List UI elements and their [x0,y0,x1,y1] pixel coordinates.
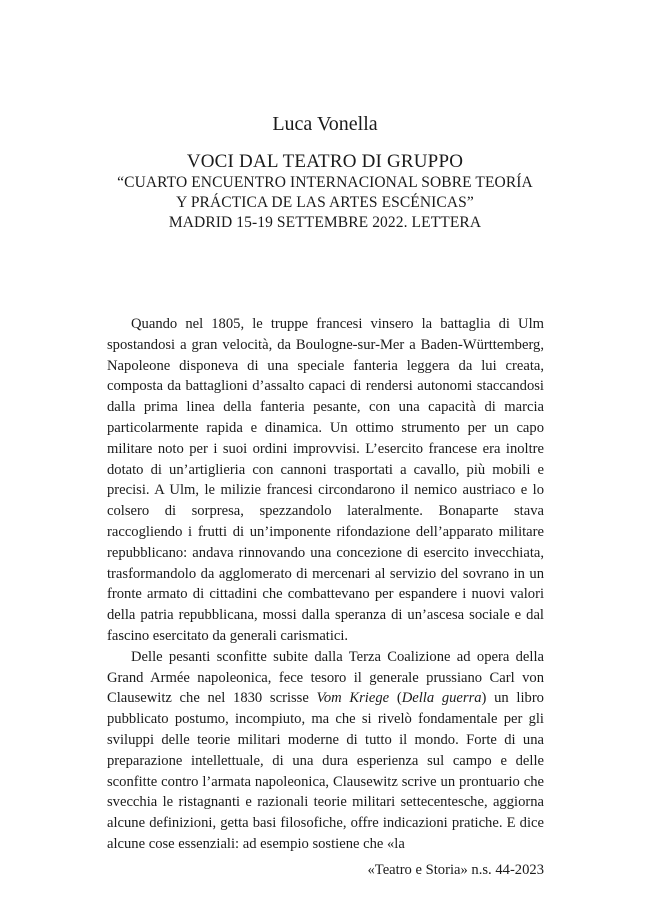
article-title: VOCI DAL TEATRO DI GRUPPO [186,151,464,172]
journal-footer: «Teatro e Storia» n.s. 44-2023 [367,862,544,878]
book-title-german: Vom Kriege [316,690,390,707]
paragraph-2-text-a: Delle pesanti sconfitte subite dalla Terza Coalizione ad opera della Grand Armée napoleonica, fece tesoro il generale prussiano Carl von Clausewitz che nel 1830 scrisse [107,648,544,707]
article-body [107,314,544,855]
paragraph-2-text-c: ) un libro pubblicato postumo, incompiuto, ma che si rivelò fondamentale per gli sviluppi delle teorie militari moderne di tutto il mondo. Forte di una preparazione intellettuale, di una dura esperienza sul campo e delle sconfitte contro l’armata napoleonica, Clausewitz scrive un prontuario che svecchia le ristagnanti e razionali teorie militari settecentesche, aggiorna alcune definizioni, getta basi filosofiche, offre indicazioni pratiche. E dice alcune cose essenziali: ad esempio sostiene che «la [107,690,544,852]
subtitle-line-1: “CUARTO ENCUENTRO INTERNACIONAL SOBRE TEORÍA [117,174,533,191]
author-name: Luca Vonella [272,113,378,135]
subtitle-line-3: MADRID 15-19 SETTEMBRE 2022. LETTERA [168,214,482,231]
subtitle-line-2: Y PRÁCTICA DE LAS ARTES ESCÉNICAS” [176,194,474,211]
book-title-italian: Della guerra [401,690,482,707]
article-header [0,111,650,233]
paragraph-1: Quando nel 1805, le truppe francesi vinsero la battaglia di Ulm spostandosi a gran velocità, da Boulogne-sur-Mer a Baden-Württemberg, Napoleone disponeva di una speciale fanteria leggera da lui creata, composta da battaglioni d’assalto capaci di rendersi autonomi staccandosi dalla prima linea della fanteria pesante, con una capacità di marcia particolarmente rapida e dinamica. Un ottimo strumento per un capo militare noto per i suoi ordini improvvisi. L’esercito francese era inoltre dotato di un’artiglieria con cannoni trasportati a cavallo, più mobili e precisi. A Ulm, le milizie francesi circondarono il nemico austriaco e lo colsero di sorpresa, spezzandolo lateralmente. Bonaparte stava raccogliendo i frutti di un’imponente rifondazione dell’apparato militare repubblicano: andava rinnovando una concezione di esercito invecchiata, trasformandolo da agglomerato di mercenari al servizio del sovrano in un fronte armato di cittadini che combattevano per espandere i nuovi valori della patria repubblicana, mossi dalla speranza di un’ascesa sociale e dal fascino esercitato da generali carismatici. [107,316,544,644]
paragraph-2 [107,647,544,855]
paragraph-2-text-b: ( [389,690,402,707]
